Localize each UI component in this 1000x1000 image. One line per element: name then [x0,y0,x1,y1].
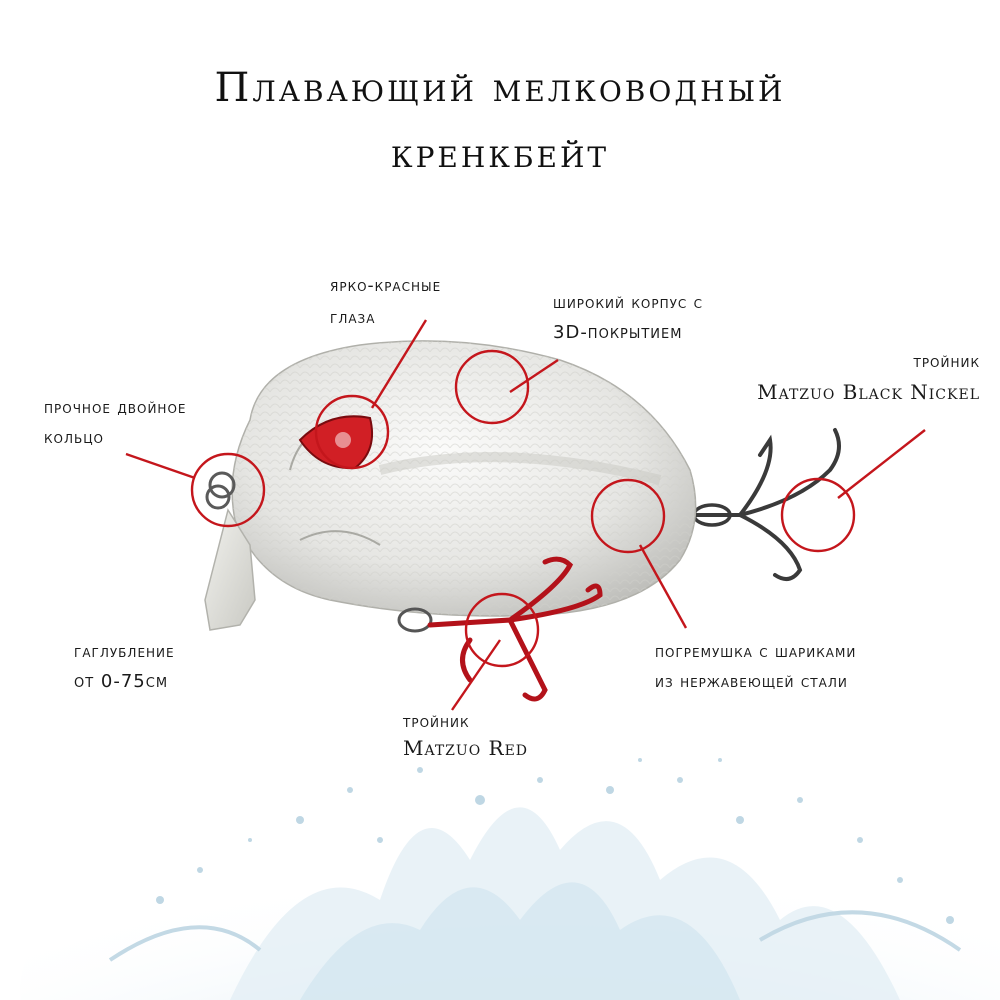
callout-depth-line-2: от 0-75см [74,671,169,692]
callout-eyes-line-2: глаза [330,308,376,328]
callout-rattle-line-2: из нержавеющей стали [655,672,848,692]
callout-hook-red-line-1: тройник [403,712,470,732]
callout-ring-line-2: кольцо [44,428,104,448]
callout-rattle-line-1: погремушка с шариками [655,642,857,662]
callout-depth [74,640,175,694]
callout-eyes [330,274,441,330]
callout-depth-line-1: гаглубление [74,642,175,662]
callout-hook-black-line-2: Matzuo Black Nickel [757,380,980,404]
callout-rattle [655,640,856,694]
callout-eyes-line-1: ярко-красные [330,276,442,296]
callout-hook-black [757,350,980,404]
callout-hook-red-line-2: Matzuo Red [403,736,529,760]
callout-ring-line-1: прочное двойное [44,398,187,418]
callout-body-line-2: 3D-покрытием [553,322,683,343]
crankbait-body [205,341,696,630]
black-nickel-treble-hook [680,430,839,579]
callout-ring [44,396,186,450]
callout-hook-red [403,710,528,760]
page-title-line-2: кренкбейт [390,131,610,177]
callout-body [553,291,703,345]
callout-body-line-1: широкий корпус с [553,293,704,313]
page-title-line-1: Плавающий мелководный [214,65,786,111]
water-splash [20,758,1000,1000]
callout-hook-black-line-1: тройник [913,352,980,372]
